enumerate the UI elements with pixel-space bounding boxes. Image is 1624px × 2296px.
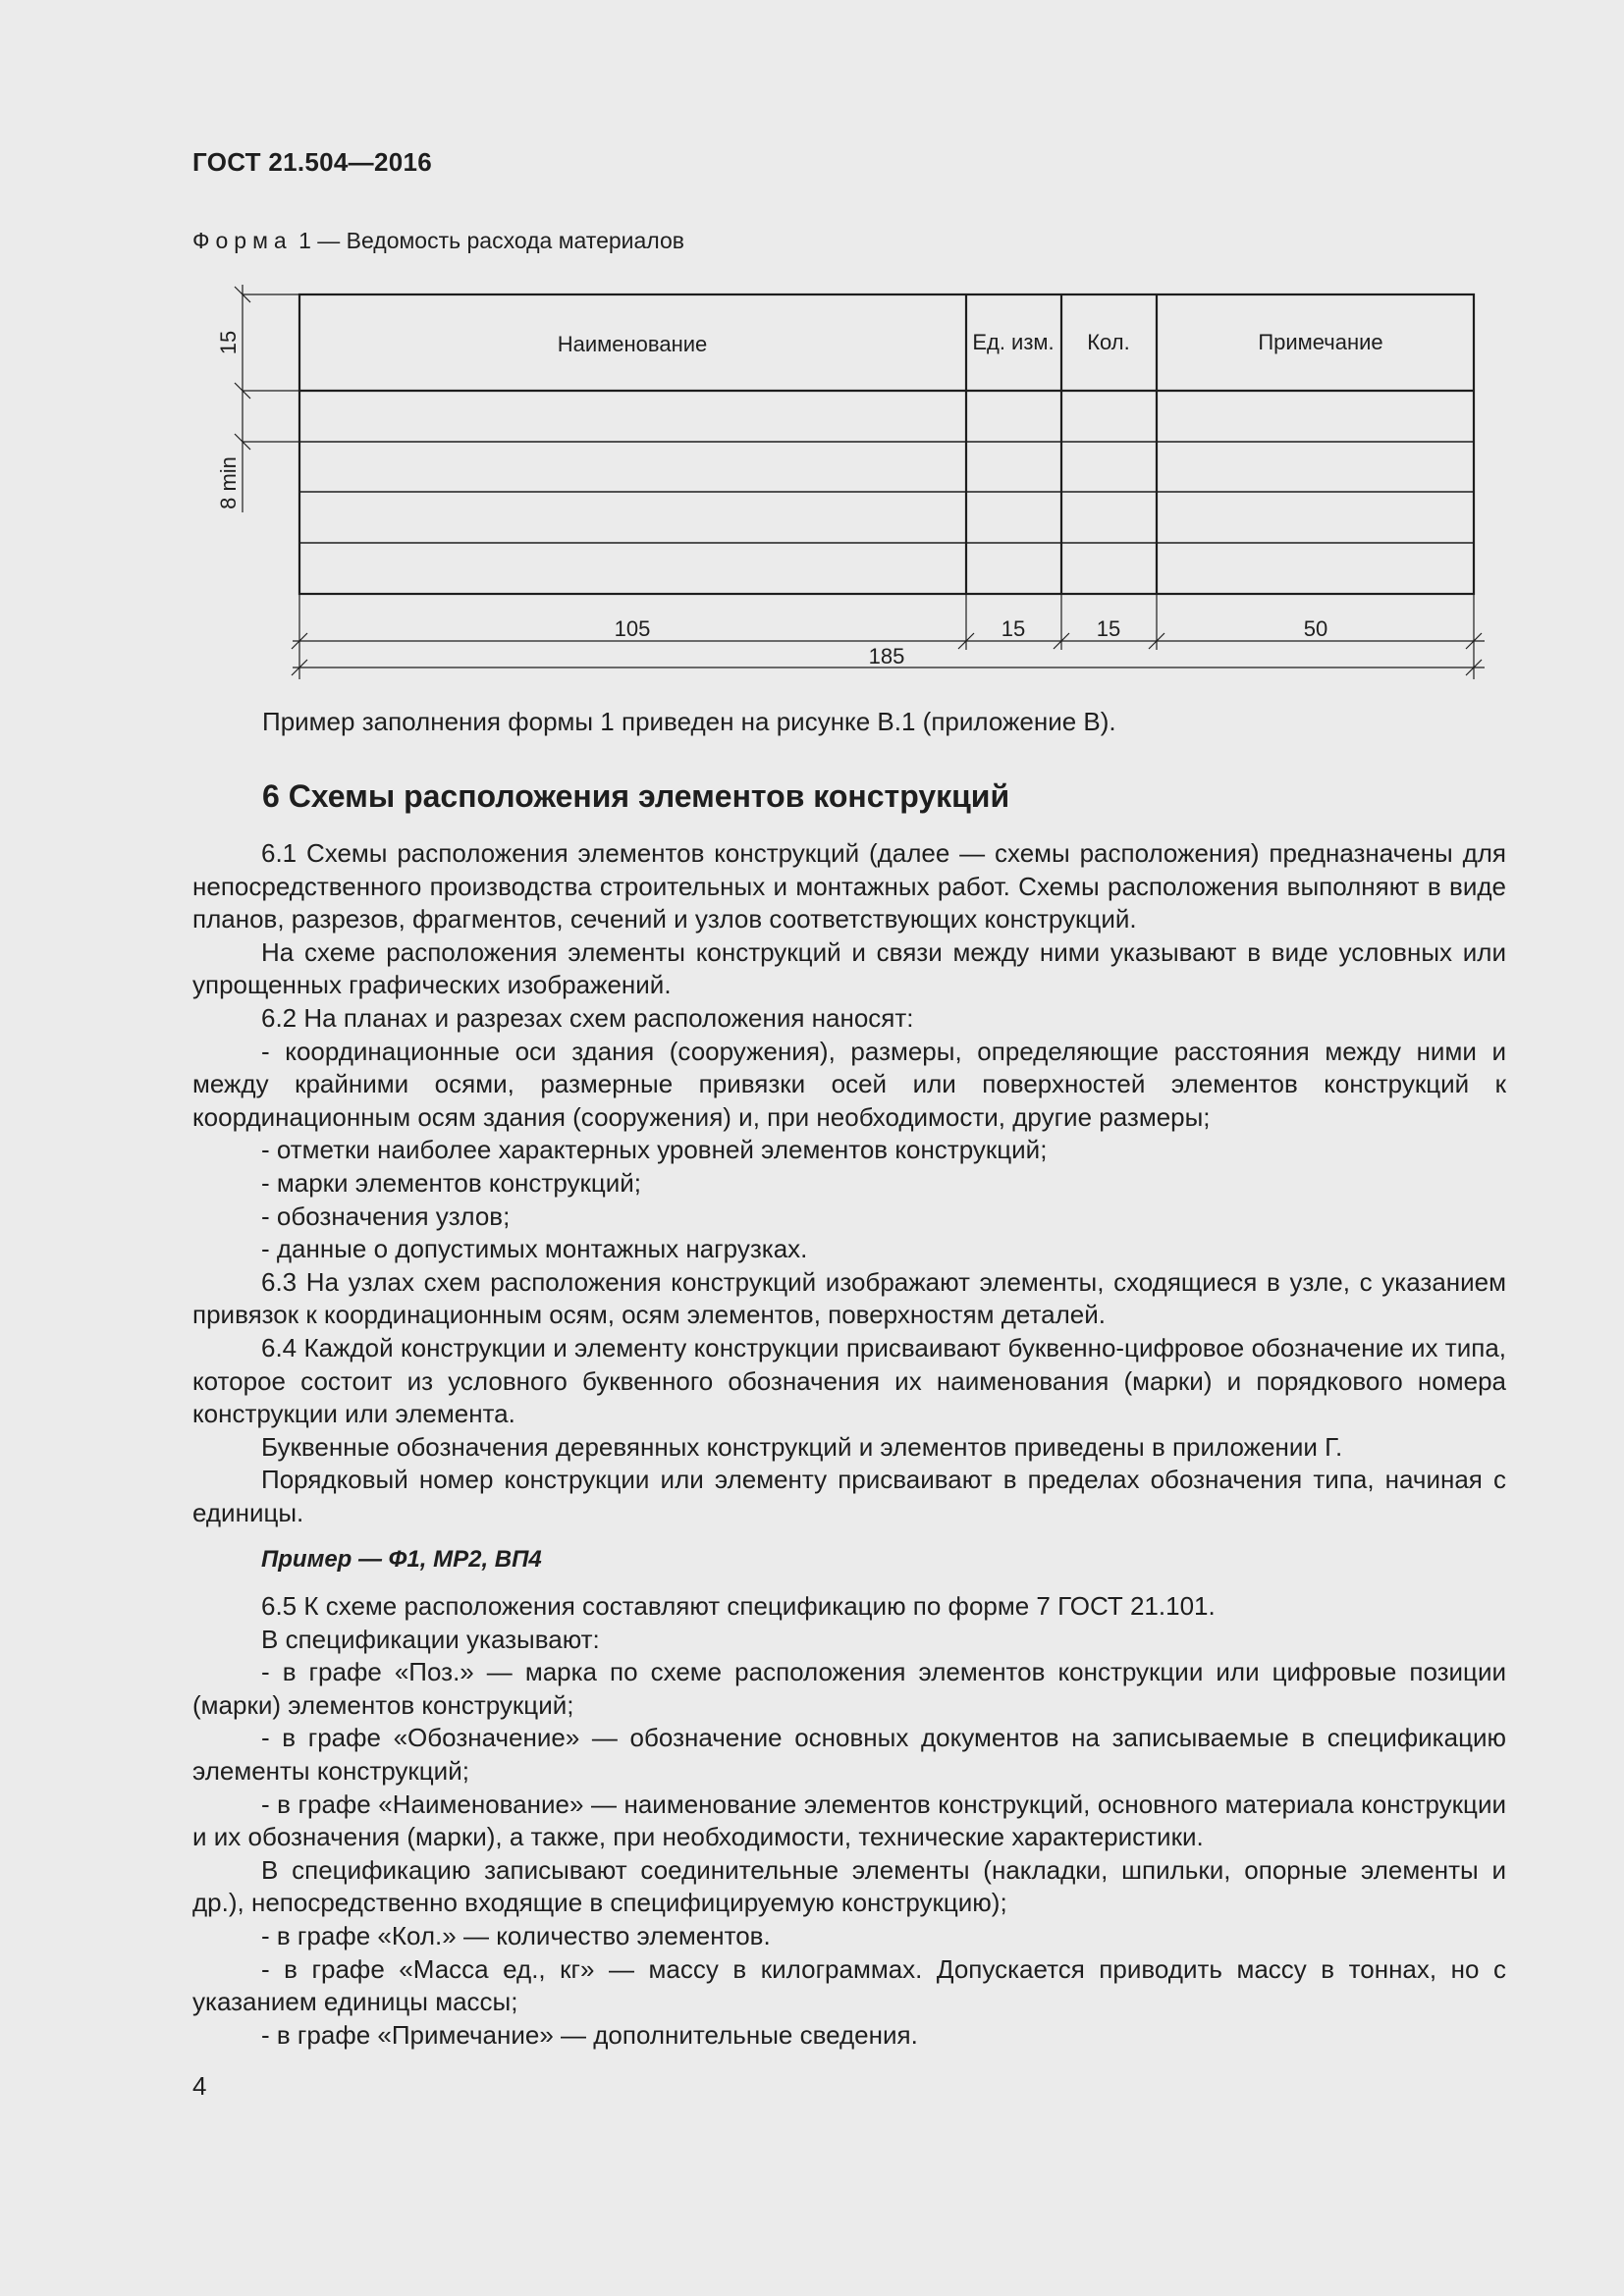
list-item: - обозначения узлов;	[261, 1201, 511, 1231]
dim-col-width-label: 15	[1096, 616, 1121, 641]
paragraph: 6.2 На планах и разрезах схем расположения наносят:	[261, 1002, 914, 1033]
section-body	[192, 837, 1506, 2052]
column-header-unit: Ед. изм.	[972, 330, 1055, 354]
dim-header-height	[235, 285, 299, 512]
paragraph: На схеме расположения элементы конструкций и связи между ними указывают в виде условных или упрощенных графических изображений.	[192, 936, 1506, 1000]
list-item: - марки элементов конструкций;	[261, 1167, 642, 1198]
list-item: - отметки наиболее характерных уровней элементов конструкций;	[261, 1135, 1048, 1165]
dim-col-width-label: 15	[1001, 616, 1026, 641]
paragraph: Порядковый номер конструкции или элементу присваивают в пределах обозначения типа, начиная с единицы.	[192, 1465, 1506, 1527]
example-reference: Пример заполнения формы 1 приведен на рисунке В.1 (приложение В).	[262, 707, 1116, 736]
dim-header-height-label: 15	[216, 330, 241, 355]
column-header-qty: Кол.	[1087, 330, 1130, 354]
paragraph: В спецификации указывают:	[261, 1624, 600, 1654]
list-item: - данные о допустимых монтажных нагрузках.	[261, 1234, 808, 1264]
form-table-figure	[0, 0, 1624, 707]
column-header-name: Наименование	[557, 332, 708, 356]
paragraph: В спецификацию записывают соединительные элементы (накладки, шпильки, опорные элементы и др.), непосредственно входящие в специфицируемую конструкцию);	[192, 1854, 1506, 1918]
list-item: - в графе «Масса ед., кг» — массу в килограммах. Допускается приводить массу в тоннах, но с указанием единицы массы;	[192, 1953, 1506, 2017]
list-item: - в графе «Кол.» — количество элементов.	[261, 1921, 771, 1950]
list-item: - в графе «Обозначение» — обозначение основных документов на записываемые в спецификацию элементы конструкций;	[192, 1723, 1506, 1787]
section-heading: 6 Схемы расположения элементов конструкций	[262, 778, 1010, 814]
paragraph: 6.5 К схеме расположения составляют спецификацию по форме 7 ГОСТ 21.101.	[261, 1591, 1216, 1622]
paragraph: 6.4 Каждой конструкции и элементу конструкции присваивают буквенно-цифровое обозначение их типа, которое состоит из условного буквенного обозначения их наименования (марки) и порядкового номера конструкции или элемента.	[192, 1332, 1506, 1429]
paragraph: 6.3 На узлах схем расположения конструкций изображают элементы, сходящиеся в узле, с указанием привязок к координационным осям, осям элементов, поверхностям деталей.	[192, 1266, 1506, 1330]
list-item: - в графе «Наименование» — наименование элементов конструкций, основного материала конструкции и их обозначения (марки), а также, при необходимости, технические характеристики.	[192, 1789, 1506, 1852]
form-title-rest: 1 — Ведомость расхода материалов	[292, 228, 684, 253]
example-note: Пример — Ф1, МР2, ВП4	[261, 1546, 542, 1574]
list-item: - в графе «Примечание» — дополнительные сведения.	[261, 2019, 918, 2050]
column-header-note: Примечание	[1258, 330, 1383, 354]
form-title-prefix: Форма	[192, 228, 293, 253]
paragraph: Буквенные обозначения деревянных конструкций и элементов приведены в приложении Г.	[261, 1431, 1343, 1462]
page-number: 4	[192, 2071, 207, 2101]
document-header: ГОСТ 21.504—2016	[192, 147, 433, 177]
dim-total-label: 185	[868, 644, 905, 668]
list-item: - координационные оси здания (сооружения), размеры, определяющие расстояния между ними и между крайними осями, размерные привязки осей или поверхностей элементов конструкций к координационным осям здания (сооружения) и, при необходимости, другие размеры;	[192, 1036, 1506, 1132]
dim-col-width-label: 50	[1303, 616, 1328, 641]
dim-row-height-label: 8 min	[216, 456, 241, 509]
paragraph: 6.1 Схемы расположения элементов конструкций (далее — схемы расположения) предназначены для непосредственного производства строительных и монтажных работ. Схемы расположения выполняют в виде планов, разрезов, фрагментов, сечений и узлов соответствующих конструкций.	[192, 838, 1506, 934]
list-item: - в графе «Поз.» — марка по схеме расположения элементов конструкции или цифровые позиции (марки) элементов конструкций;	[192, 1657, 1506, 1720]
dim-col-width-label: 105	[614, 616, 651, 641]
